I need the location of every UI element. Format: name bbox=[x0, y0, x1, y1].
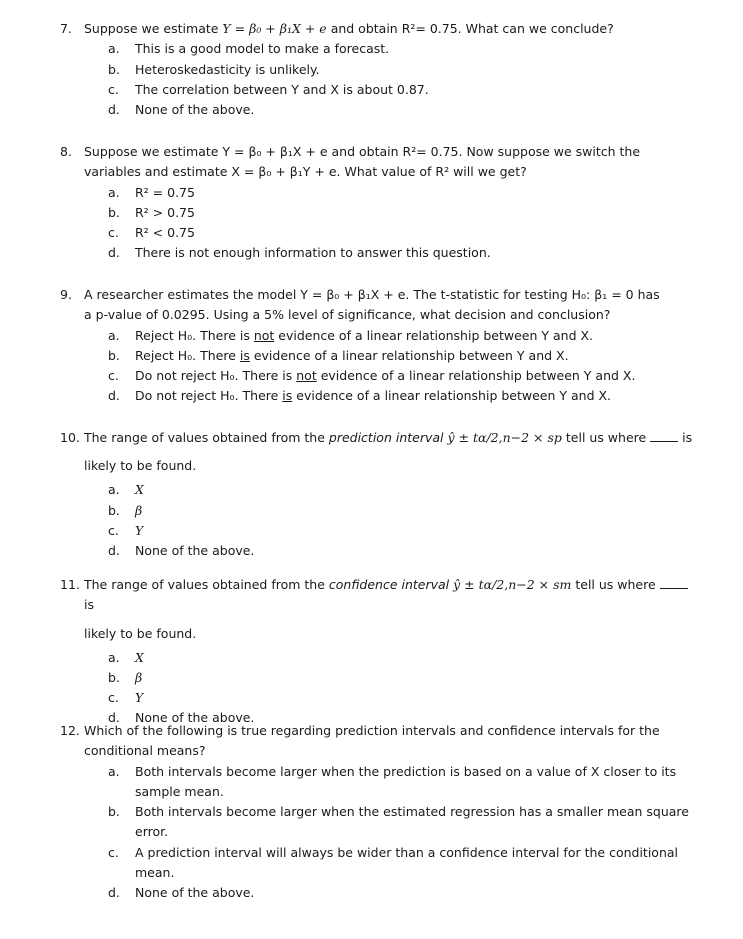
question-stem bbox=[84, 19, 700, 39]
option-a bbox=[108, 648, 700, 668]
option-letter: a. bbox=[108, 41, 120, 57]
option-b bbox=[108, 60, 700, 80]
stem-emphasis: prediction interval bbox=[328, 430, 444, 445]
option-letter: d. bbox=[108, 245, 120, 261]
question-number: 7. bbox=[60, 21, 72, 36]
option-a bbox=[108, 183, 700, 203]
option-line: A prediction interval will always be wider than a confidence interval for the conditional bbox=[135, 844, 679, 860]
option-text bbox=[135, 762, 700, 803]
option-b bbox=[108, 501, 700, 521]
question-stem bbox=[84, 721, 700, 762]
stem-line: A researcher estimates the model Y = β₀ + β₁X + e. The t-statistic for testing H₀: β₁ = 0 has bbox=[84, 287, 660, 302]
option-text bbox=[135, 843, 700, 884]
question-number: 9. bbox=[60, 287, 72, 302]
stem-line: Suppose we estimate Y = β₀ + β₁X + e and obtain R²= 0.75. Now suppose we switch the bbox=[84, 144, 641, 159]
option-text: None of the above. bbox=[135, 543, 255, 559]
stem-text: is bbox=[678, 430, 693, 445]
option-text: Heteroskedasticity is unlikely. bbox=[135, 61, 320, 77]
option-b bbox=[108, 203, 700, 223]
option-d bbox=[108, 100, 700, 120]
option-text-post: evidence of a linear relationship between Y and X. bbox=[292, 388, 612, 404]
answer-blank bbox=[660, 577, 688, 589]
question-stem bbox=[84, 575, 700, 648]
option-a bbox=[108, 326, 700, 346]
question-12 bbox=[60, 721, 700, 904]
option-text: R² > 0.75 bbox=[135, 204, 195, 220]
stem-text: tell us where bbox=[571, 577, 660, 592]
option-text: β bbox=[135, 669, 143, 685]
option-c bbox=[108, 80, 700, 100]
option-letter: b. bbox=[108, 347, 120, 363]
option-d bbox=[108, 883, 700, 903]
question-stem bbox=[84, 285, 700, 326]
stem-line: Which of the following is true regarding prediction intervals and confidence intervals for the bbox=[84, 723, 660, 738]
stem-text: is bbox=[84, 597, 94, 613]
question-10 bbox=[60, 428, 700, 561]
option-letter: c. bbox=[108, 690, 119, 706]
stem-formula: ŷ ± tα/2,n−2 × sp bbox=[447, 430, 562, 445]
stem-line: a p-value of 0.0295. Using a 5% level of significance, what decision and conclusion? bbox=[84, 307, 611, 323]
option-letter: c. bbox=[108, 368, 119, 384]
option-line: Both intervals become larger when the prediction is based on a value of X closer to its bbox=[135, 763, 677, 779]
option-letter: a. bbox=[108, 327, 120, 343]
option-text-emphasis: is bbox=[282, 388, 293, 404]
option-b bbox=[108, 802, 700, 843]
option-text bbox=[135, 346, 700, 366]
option-letter: d. bbox=[108, 102, 120, 118]
option-letter: a. bbox=[108, 184, 120, 200]
option-text bbox=[135, 386, 700, 406]
option-list bbox=[60, 326, 700, 407]
option-letter: a. bbox=[108, 763, 120, 779]
stem-text: Suppose we estimate bbox=[84, 21, 223, 36]
option-text-emphasis: not bbox=[253, 327, 275, 343]
option-letter: a. bbox=[108, 482, 120, 498]
option-text: The correlation between Y and X is about 0.87. bbox=[135, 81, 429, 97]
option-b bbox=[108, 346, 700, 366]
option-text: β bbox=[135, 502, 143, 518]
option-text: Y bbox=[135, 690, 144, 706]
option-line: sample mean. bbox=[135, 783, 224, 799]
option-b bbox=[108, 668, 700, 688]
option-line: error. bbox=[135, 824, 169, 840]
option-text-pre: Do not reject H₀. There bbox=[135, 388, 283, 404]
option-a bbox=[108, 39, 700, 59]
option-letter: d. bbox=[108, 885, 120, 901]
option-letter: d. bbox=[108, 710, 120, 726]
question-stem bbox=[84, 428, 700, 480]
question-number: 12. bbox=[60, 723, 80, 738]
option-text-post: evidence of a linear relationship between Y and X. bbox=[274, 327, 594, 343]
option-text-emphasis: not bbox=[296, 368, 317, 384]
answer-blank bbox=[650, 430, 678, 442]
option-letter: c. bbox=[108, 81, 119, 97]
stem-text: The range of values obtained from the bbox=[84, 430, 329, 445]
question-stem bbox=[84, 142, 700, 183]
question-number: 8. bbox=[60, 144, 72, 159]
option-text: This is a good model to make a forecast. bbox=[135, 41, 390, 57]
option-d bbox=[108, 541, 700, 561]
option-text bbox=[135, 366, 700, 386]
option-d bbox=[108, 386, 700, 406]
option-letter: a. bbox=[108, 649, 120, 665]
option-list bbox=[60, 480, 700, 561]
option-c bbox=[108, 366, 700, 386]
option-letter: c. bbox=[108, 522, 119, 538]
stem-line: likely to be found. bbox=[84, 458, 197, 474]
stem-text: tell us where bbox=[561, 430, 651, 445]
option-text bbox=[135, 326, 700, 346]
option-letter: d. bbox=[108, 543, 120, 559]
option-letter: c. bbox=[108, 844, 119, 860]
option-letter: b. bbox=[108, 804, 120, 820]
question-number: 10. bbox=[60, 430, 80, 445]
option-c bbox=[108, 688, 700, 708]
option-letter: b. bbox=[108, 669, 120, 685]
option-line: mean. bbox=[135, 865, 175, 881]
question-9 bbox=[60, 285, 700, 407]
stem-formula: ŷ ± tα/2,n−2 × sm bbox=[453, 577, 572, 592]
option-text-pre: Do not reject H₀. There is bbox=[135, 368, 297, 384]
option-letter: d. bbox=[108, 388, 120, 404]
option-list bbox=[60, 648, 700, 729]
stem-emphasis: confidence interval bbox=[328, 577, 450, 592]
option-text: Y bbox=[135, 522, 144, 538]
question-11 bbox=[60, 575, 700, 729]
option-text: X bbox=[135, 482, 144, 498]
question-number: 11. bbox=[60, 577, 80, 592]
option-text: X bbox=[135, 649, 144, 665]
stem-text: The range of values obtained from the bbox=[84, 577, 329, 592]
stem-line: conditional means? bbox=[84, 743, 206, 759]
option-text-post: evidence of a linear relationship between Y and X. bbox=[249, 347, 569, 363]
option-text: None of the above. bbox=[135, 885, 255, 901]
option-letter: b. bbox=[108, 61, 120, 77]
stem-math: Y = β₀ + β₁X + e bbox=[222, 21, 327, 36]
option-text: R² < 0.75 bbox=[135, 225, 195, 241]
option-text: There is not enough information to answer this question. bbox=[135, 245, 491, 261]
option-list bbox=[60, 39, 700, 120]
option-c bbox=[108, 843, 700, 884]
option-text: None of the above. bbox=[135, 710, 255, 726]
option-text bbox=[135, 802, 700, 843]
option-letter: b. bbox=[108, 502, 120, 518]
option-text-emphasis: is bbox=[239, 347, 250, 363]
stem-text: and obtain R²= 0.75. What can we conclude? bbox=[326, 21, 614, 36]
option-text-pre: Reject H₀. There bbox=[135, 347, 240, 363]
option-a bbox=[108, 762, 700, 803]
option-list bbox=[60, 183, 700, 264]
question-8 bbox=[60, 142, 700, 264]
option-text-post: evidence of a linear relationship between Y and X. bbox=[316, 368, 636, 384]
question-7 bbox=[60, 19, 700, 120]
option-a bbox=[108, 480, 700, 500]
option-line: Both intervals become larger when the estimated regression has a smaller mean square bbox=[135, 804, 689, 820]
stem-line: likely to be found. bbox=[84, 625, 197, 641]
option-letter: b. bbox=[108, 204, 120, 220]
option-text: None of the above. bbox=[135, 102, 255, 118]
stem-line: variables and estimate X = β₀ + β₁Y + e. What value of R² will we get? bbox=[84, 164, 527, 180]
option-text: R² = 0.75 bbox=[135, 184, 195, 200]
option-letter: c. bbox=[108, 225, 119, 241]
option-list bbox=[60, 762, 700, 904]
option-text-pre: Reject H₀. There is bbox=[135, 327, 254, 343]
option-c bbox=[108, 521, 700, 541]
option-d bbox=[108, 243, 700, 263]
option-c bbox=[108, 223, 700, 243]
